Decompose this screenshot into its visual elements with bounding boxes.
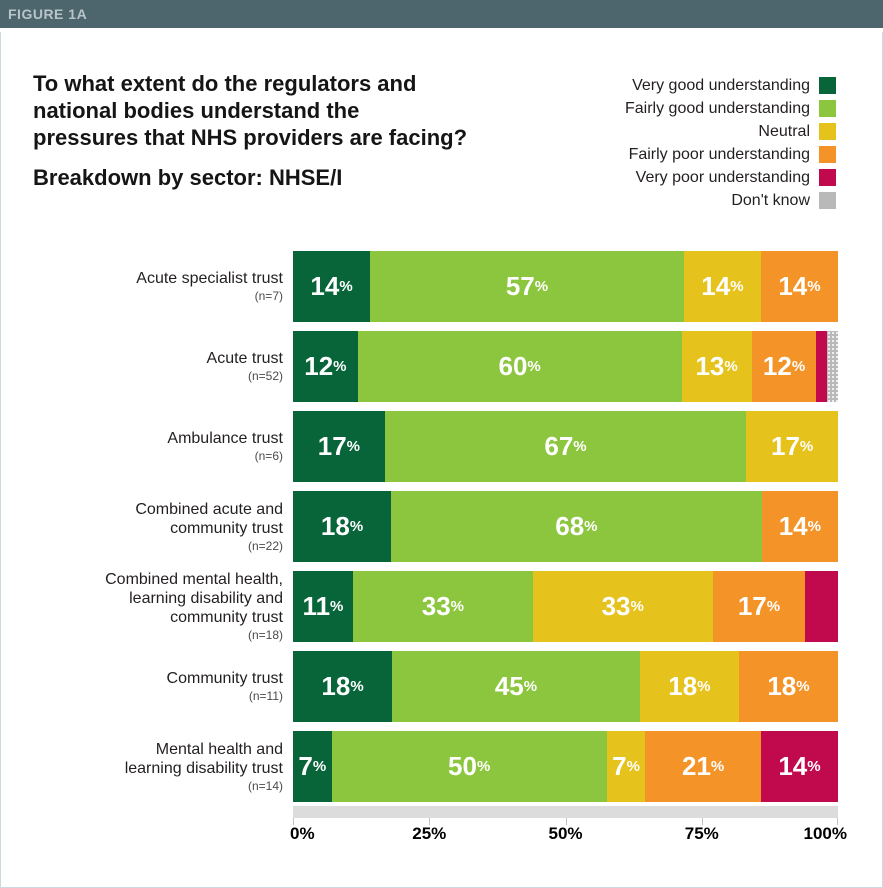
- legend: [625, 74, 836, 212]
- stacked-bar: [293, 731, 838, 802]
- category-label-line: learning disability trust: [124, 759, 283, 777]
- bar-segment-fairly_good: [391, 491, 762, 562]
- legend-label: Very poor understanding: [635, 168, 810, 186]
- segment-value-label: 18: [767, 671, 797, 701]
- bar-segment-fairly_poor: [761, 251, 838, 322]
- bar-segment-neutral: [607, 731, 646, 802]
- sample-size-label: (n=6): [254, 449, 283, 463]
- category-label: [0, 491, 293, 562]
- bar-segment-neutral: [746, 411, 838, 482]
- category-label: [0, 651, 293, 722]
- segment-value-label: 14: [778, 271, 808, 301]
- segment-value-label: 57: [505, 271, 535, 301]
- bar-segment-fairly_good: [358, 331, 682, 402]
- figure-label-bar: [0, 0, 883, 28]
- legend-item: [625, 189, 836, 212]
- bar-segment-fairly_poor: [762, 491, 838, 562]
- segment-percent-sign: %: [573, 438, 587, 455]
- bar-segment-very_good: [293, 411, 385, 482]
- bar-segment-fairly_good: [332, 731, 607, 802]
- category-label: [0, 331, 293, 402]
- segment-value-label: 21: [681, 751, 711, 781]
- bar-segment-fairly_good: [392, 651, 640, 722]
- bar-segment-fairly_poor: [752, 331, 817, 402]
- segment-value-label: 14: [778, 751, 808, 781]
- legend-color-swatch-icon: [819, 169, 836, 186]
- category-label-line: community trust: [170, 609, 283, 626]
- bar-segment-neutral: [684, 251, 761, 322]
- segment-percent-sign: %: [333, 358, 347, 375]
- bar-segment-very_good: [293, 731, 332, 802]
- bar-segment-very_good: [293, 331, 358, 402]
- chart-title-line: national bodies understand the: [33, 98, 360, 123]
- bar-row: [0, 411, 838, 482]
- legend-item: [625, 97, 836, 120]
- bar-segment-very_poor: [816, 331, 827, 402]
- stacked-bar: [293, 571, 838, 642]
- bar-segment-very_poor: [805, 571, 838, 642]
- legend-label: Fairly poor understanding: [628, 145, 810, 163]
- chart-subtitle: Breakdown by sector: NHSE/I: [33, 165, 343, 190]
- category-label: [0, 411, 293, 482]
- segment-percent-sign: %: [330, 598, 344, 615]
- bar-segment-neutral: [533, 571, 713, 642]
- segment-value-label: 60: [498, 351, 528, 381]
- stacked-bar: [293, 651, 838, 722]
- category-label-line: community trust: [170, 519, 283, 537]
- axis-tick-label: 0%: [290, 824, 315, 843]
- stacked-bar: [293, 251, 838, 322]
- bar-row: [0, 571, 838, 642]
- segment-percent-sign: %: [626, 758, 640, 775]
- legend-color-swatch-icon: [819, 146, 836, 163]
- category-label-line: Mental health and: [155, 740, 283, 758]
- bar-segment-neutral: [640, 651, 739, 722]
- segment-percent-sign: %: [523, 678, 538, 695]
- segment-value-label: 7: [298, 751, 313, 781]
- legend-label: Fairly good understanding: [624, 99, 810, 117]
- bar-row: [0, 331, 838, 402]
- stacked-bar: [293, 491, 838, 562]
- segment-percent-sign: %: [350, 678, 364, 695]
- figure-label: FIGURE 1A: [8, 6, 88, 22]
- sample-size-label: (n=11): [248, 689, 283, 703]
- axis-tick-label: 100%: [803, 824, 847, 843]
- axis-tick-label: 75%: [684, 824, 719, 843]
- axis-tick-label: 50%: [548, 824, 583, 843]
- segment-percent-sign: %: [450, 598, 464, 615]
- bar-segment-fairly_poor: [739, 651, 838, 722]
- segment-percent-sign: %: [724, 358, 738, 375]
- legend-label: Very good understanding: [632, 76, 810, 94]
- bar-segment-very_poor: [761, 731, 838, 802]
- segment-value-label: 67: [544, 431, 574, 461]
- stacked-bar: [293, 411, 838, 482]
- category-label: [0, 731, 293, 802]
- segment-percent-sign: %: [346, 438, 360, 455]
- sample-size-label: (n=22): [247, 538, 283, 553]
- category-label-line: Acute trust: [206, 350, 283, 367]
- segment-value-label: 14: [778, 511, 808, 541]
- segment-percent-sign: %: [766, 598, 781, 615]
- category-label-line: learning disability and: [129, 590, 283, 607]
- sample-size-label: (n=18): [247, 628, 283, 642]
- sample-size-label: (n=7): [254, 289, 283, 303]
- segment-percent-sign: %: [807, 518, 821, 535]
- segment-percent-sign: %: [807, 758, 821, 775]
- segment-percent-sign: %: [534, 278, 549, 295]
- segment-value-label: 17: [771, 431, 800, 461]
- segment-value-label: 45: [494, 671, 524, 701]
- category-label-line: Ambulance trust: [167, 430, 283, 447]
- bar-row: [0, 731, 838, 802]
- legend-color-swatch-icon: [819, 77, 836, 94]
- segment-percent-sign: %: [710, 758, 725, 775]
- segment-value-label: 11: [302, 591, 331, 621]
- sample-size-label: (n=14): [247, 778, 283, 793]
- axis-strip: [293, 806, 838, 818]
- legend-item: [625, 120, 836, 143]
- legend-item: [625, 74, 836, 97]
- bar-segment-fairly_poor: [713, 571, 806, 642]
- legend-color-swatch-icon: [819, 192, 836, 209]
- segment-percent-sign: %: [799, 438, 814, 455]
- segment-percent-sign: %: [697, 678, 711, 695]
- chart-rows: [0, 251, 838, 811]
- segment-value-label: 13: [695, 351, 725, 381]
- segment-percent-sign: %: [807, 278, 821, 295]
- segment-value-label: 14: [310, 271, 340, 301]
- bar-segment-very_good: [293, 491, 391, 562]
- bar-segment-neutral: [682, 331, 752, 402]
- bar-segment-fairly_good: [385, 411, 747, 482]
- category-label-line: Community trust: [166, 670, 283, 687]
- bar-row: [0, 651, 838, 722]
- category-label-line: Combined mental health,: [105, 571, 283, 588]
- bar-segment-fairly_good: [370, 251, 684, 322]
- segment-percent-sign: %: [527, 358, 541, 375]
- segment-value-label: 50: [448, 751, 477, 781]
- legend-color-swatch-icon: [819, 100, 836, 117]
- segment-percent-sign: %: [339, 278, 353, 295]
- stacked-bar: [293, 331, 838, 402]
- segment-value-label: 17: [737, 591, 767, 621]
- bar-segment-very_good: [293, 571, 353, 642]
- bar-segment-very_good: [293, 651, 392, 722]
- category-label-line: Acute specialist trust: [136, 270, 283, 287]
- segment-percent-sign: %: [791, 358, 806, 375]
- segment-percent-sign: %: [730, 278, 744, 295]
- segment-value-label: 12: [304, 351, 334, 381]
- legend-item: [625, 166, 836, 189]
- bar-segment-very_good: [293, 251, 370, 322]
- segment-percent-sign: %: [584, 518, 598, 535]
- legend-label: Neutral: [758, 122, 810, 140]
- segment-percent-sign: %: [796, 678, 810, 695]
- bar-segment-fairly_poor: [645, 731, 761, 802]
- legend-color-swatch-icon: [819, 123, 836, 140]
- segment-percent-sign: %: [476, 758, 491, 775]
- segment-value-label: 18: [320, 511, 350, 541]
- segment-value-label: 17: [317, 431, 347, 461]
- segment-value-label: 18: [321, 671, 351, 701]
- chart-title-line: pressures that NHS providers are facing?: [33, 125, 468, 150]
- chart-title-line: To what extent do the regulators and: [33, 71, 417, 96]
- sample-size-label: (n=52): [247, 369, 283, 383]
- category-label: [0, 251, 293, 322]
- bar-segment-fairly_good: [353, 571, 533, 642]
- segment-percent-sign: %: [630, 598, 644, 615]
- segment-percent-sign: %: [349, 518, 364, 535]
- bar-segment-dont_know: [827, 331, 838, 402]
- segment-value-label: 18: [668, 671, 698, 701]
- segment-percent-sign: %: [312, 758, 327, 775]
- x-axis: [290, 806, 847, 856]
- axis-tick-label: 25%: [412, 824, 447, 843]
- legend-item: [625, 143, 836, 166]
- segment-value-label: 7: [612, 751, 627, 781]
- chart-title: [33, 70, 613, 151]
- segment-value-label: 68: [555, 511, 585, 541]
- legend-label: Don't know: [731, 191, 810, 209]
- segment-value-label: 33: [421, 591, 451, 621]
- category-label-line: Combined acute and: [135, 500, 283, 518]
- category-label: [0, 571, 293, 642]
- bar-row: [0, 491, 838, 562]
- segment-value-label: 33: [601, 591, 631, 621]
- segment-value-label: 12: [762, 351, 792, 381]
- segment-value-label: 14: [701, 271, 731, 301]
- bar-row: [0, 251, 838, 322]
